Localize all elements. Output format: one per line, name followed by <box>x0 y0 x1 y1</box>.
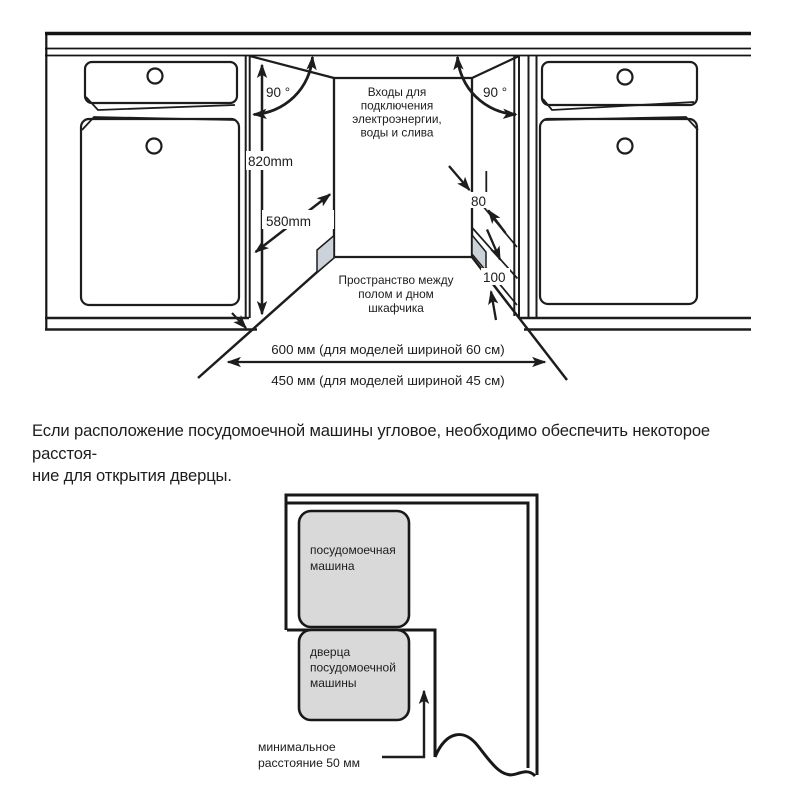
width-60-label: 600 мм (для моделей шириной 60 см) <box>271 342 505 357</box>
dishwasher-door-box <box>299 630 409 720</box>
depth-label: 580mm <box>266 214 312 229</box>
svg-text:посудомоечная: посудомоечная <box>310 543 396 557</box>
svg-text:воды и слива: воды и слива <box>360 125 434 140</box>
plinth-lines <box>45 318 751 330</box>
inlet-note <box>352 85 441 140</box>
svg-text:Входы для: Входы для <box>367 85 427 99</box>
right-drawer-knob <box>618 70 633 85</box>
svg-text:Пространство между: Пространство между <box>338 273 454 287</box>
dim100-label: 100 <box>483 270 506 285</box>
right-door-knob <box>618 139 633 154</box>
svg-text:дверца: дверца <box>310 645 351 659</box>
svg-text:полом и дном: полом и дном <box>358 287 434 301</box>
svg-text:шкафчика: шкафчика <box>368 301 424 315</box>
left-drawer <box>85 62 237 103</box>
left-hose-pad <box>317 236 334 273</box>
svg-text:подключения: подключения <box>360 98 434 113</box>
floor-gap-note <box>338 273 453 315</box>
hose-clearance-dims <box>449 166 518 320</box>
left-drawer-knob <box>148 69 163 84</box>
min-distance-label <box>258 740 360 770</box>
svg-text:посудомоечной: посудомоечной <box>310 660 396 675</box>
left-angle-label: 90 ° <box>266 85 291 100</box>
svg-text:расстояние 50 мм: расстояние 50 мм <box>258 756 360 770</box>
paragraph-line-1: Если расположение посудомоечной машины угловое, необходимо обеспечить некоторое расстоя- <box>32 421 710 463</box>
svg-text:машина: машина <box>310 559 355 573</box>
height-label: 820mm <box>248 154 294 169</box>
counter-break-wave <box>435 735 535 776</box>
left-door <box>81 119 239 305</box>
svg-text:электроэнергии,: электроэнергии, <box>352 112 442 126</box>
right-cabinet <box>540 62 698 304</box>
paragraph-line-2: ние для открытия дверцы. <box>32 466 232 485</box>
right-angle-label: 90 ° <box>483 85 508 100</box>
left-cabinet <box>81 62 239 305</box>
width-45-label: 450 мм (для моделей шириной 45 см) <box>271 373 505 388</box>
dim80-label: 80 <box>471 194 487 209</box>
svg-text:машины: машины <box>310 676 357 690</box>
corner-placement-diagram <box>0 470 800 800</box>
svg-text:минимальное: минимальное <box>258 740 336 754</box>
left-door-knob <box>147 139 162 154</box>
